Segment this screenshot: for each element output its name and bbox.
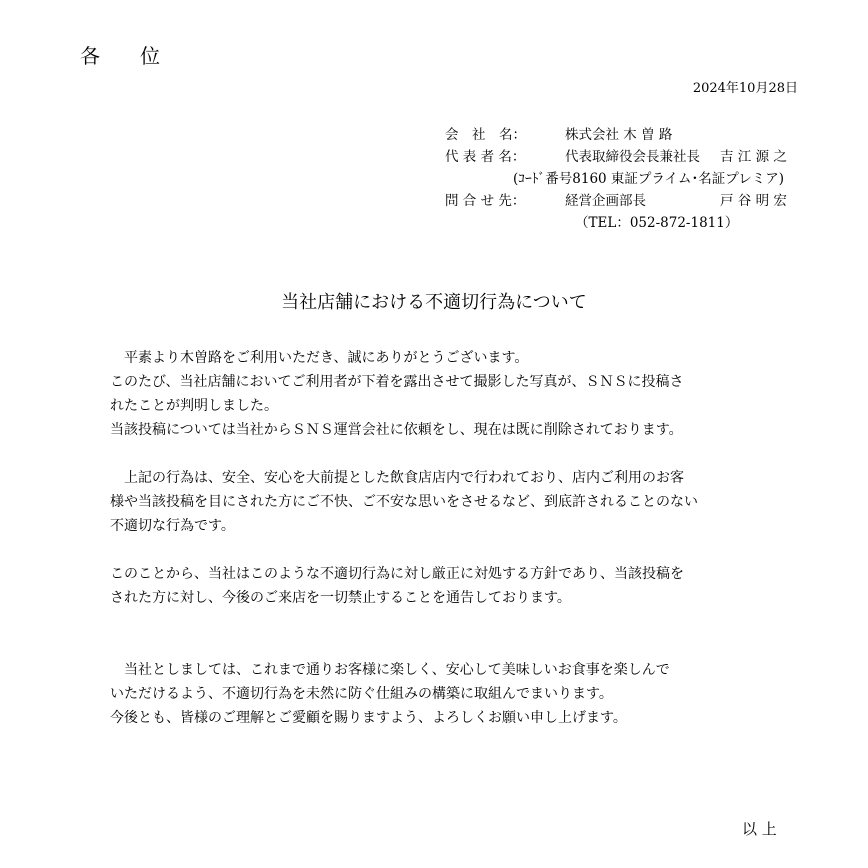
document-title: 当社店舗における不適切行為について bbox=[281, 292, 587, 313]
company-value: 株式会社 木 曽 路 bbox=[565, 127, 673, 143]
closing-mark: 以 上 bbox=[742, 820, 777, 838]
stock-code-text: (ｺｰﾄﾞ番号8160 東証プライム･名証プレミア) bbox=[513, 171, 784, 187]
tel-text: （TEL：052-872-1811） bbox=[575, 215, 739, 231]
body-line: 当社としましては、これまで通りお客様に楽しく、安心して美味しいお食事を楽しんで bbox=[110, 662, 670, 678]
paragraph-1 bbox=[110, 346, 810, 442]
representative-row bbox=[445, 146, 787, 168]
recipient-heading: 各 位 bbox=[80, 44, 160, 68]
contact-title: 経営企画部長 bbox=[565, 193, 646, 209]
contact-row bbox=[445, 190, 787, 212]
body-line: された方に対し、今後のご来店を一切禁止することを通告しております。 bbox=[110, 590, 571, 606]
representative-label: 代 表 者 名： bbox=[445, 149, 526, 165]
paragraph-2 bbox=[110, 466, 810, 538]
body-line: 平素より木曽路をご利用いただき、誠にありがとうございます。 bbox=[110, 350, 529, 366]
body-line: 上記の行為は、安全、安心を大前提とした飲食店店内で行われており、店内ご利用のお客 bbox=[110, 470, 684, 486]
body-line: れたことが判明しました。 bbox=[110, 398, 278, 414]
stock-code-line bbox=[445, 168, 784, 190]
contact-label: 問 合 せ 先： bbox=[445, 193, 526, 209]
body-line: このことから、当社はこのような不適切行為に対し厳正に対処する方針であり、当該投稿を bbox=[110, 566, 684, 582]
representative-title: 代表取締役会長兼社長 bbox=[565, 149, 700, 165]
company-info-block bbox=[445, 124, 787, 234]
paragraph-3 bbox=[110, 562, 810, 610]
tel-line bbox=[445, 212, 784, 234]
body-line: いただけるよう、不適切行為を未然に防ぐ仕組みの構築に取組んでまいります。 bbox=[110, 686, 613, 702]
contact-name: 戸 谷 明 宏 bbox=[720, 193, 787, 209]
company-label: 会 社 名： bbox=[445, 127, 526, 143]
body-line: 不適切な行為です。 bbox=[110, 518, 235, 534]
paragraph-4 bbox=[110, 658, 810, 730]
body-line: 様や当該投稿を目にされた方にご不快、ご不安な思いをさせるなど、到底許されることのない bbox=[110, 494, 698, 510]
representative-name: 吉 江 源 之 bbox=[720, 149, 787, 165]
issue-date: 2024年10月28日 bbox=[692, 81, 798, 96]
body-line: 今後とも、皆様のご理解とご愛顧を賜りますよう、よろしくお願い申し上げます。 bbox=[110, 710, 627, 726]
document-body bbox=[110, 346, 810, 730]
company-row bbox=[445, 124, 784, 146]
body-line: このたび、当社店舗においてご利用者が下着を露出させて撮影した写真が、ＳＮＳに投稿さ bbox=[110, 374, 684, 390]
body-line: 当該投稿については当社からＳＮＳ運営会社に依頼をし、現在は既に削除されております。 bbox=[110, 422, 683, 438]
